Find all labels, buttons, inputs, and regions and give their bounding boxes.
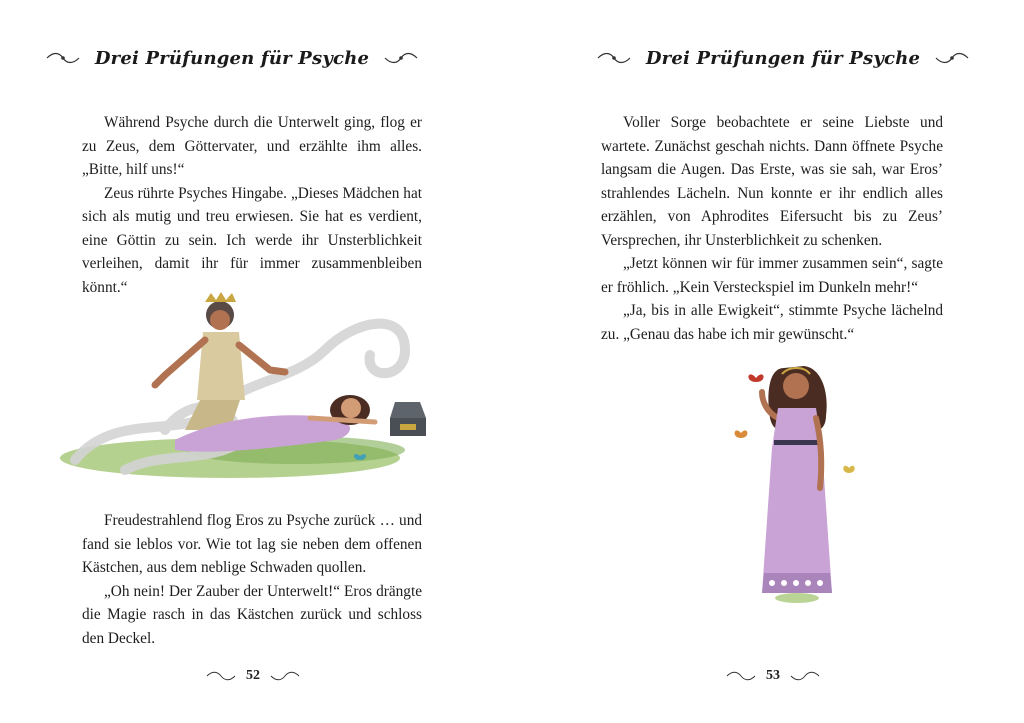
body-text [601, 111, 943, 346]
eros-psyche-illustration [55, 290, 435, 490]
paragraph: Freudestrahlend flog Eros zu Psyche zurück … und fand sie leblos vor. Wie tot lag sie neben dem offenen Kästchen, aus dem neblige Schwaden quollen. [82, 512, 422, 576]
paragraph: Voller Sorge beobachtete er seine Liebste und wartete. Zunächst geschah nichts. Dann öffnete Psyche langsam die Augen. Das Erste, was sie sah, war Eros’ strahlendes Lächeln. Nun konnte er ihr endlich alles erzählen, von Aphrodites Eifersucht bis zu Zeus’ Versprechen, ihr Unsterblichkeit zu schenken. [601, 114, 943, 249]
paragraph: Zeus rührte Psyches Hingabe. „Dieses Mädchen hat sich als mutig und treu erwiesen. Sie hat es verdient, eine Göttin zu sein. Ich werde ihr Unsterblichkeit verleihen, damit ihr für immer zusammenbleiben könnt.“ [82, 184, 422, 296]
butterfly-orange-icon [735, 430, 748, 438]
page-title: Drei Prüfungen für Psyche [94, 47, 370, 69]
page-footer [517, 668, 1024, 684]
butterfly-red-icon [748, 374, 763, 382]
footer-flourish-right-icon [790, 671, 820, 681]
paragraph: „Ja, bis in alle Ewigkeit“, stimmte Psyche lächelnd zu. „Genau das habe ich mir gewünscht.“ [601, 302, 943, 343]
footer-flourish-left-icon [726, 671, 756, 681]
body-text-bottom [82, 509, 422, 650]
psyche-standing-illustration [704, 348, 874, 610]
paragraph: „Jetzt können wir für immer zusammen sein“, sagte er fröhlich. „Kein Versteckspiel im Dunkeln mehr!“ [601, 255, 943, 296]
flourish-right-icon [383, 51, 419, 65]
right-page [512, 0, 1024, 723]
page-number: 52 [246, 668, 260, 683]
footer-flourish-right-icon [270, 671, 300, 681]
paragraph: Während Psyche durch die Unterwelt ging, flog er zu Zeus, dem Göttervater, und erzählte ihm alles. „Bitte, hilf uns!“ [82, 114, 422, 178]
page-title: Drei Prüfungen für Psyche [645, 47, 921, 69]
paragraph: „Oh nein! Der Zauber der Unterwelt!“ Eros drängte die Magie rasch in das Kästchen zurück und schloss den Deckel. [82, 582, 422, 647]
footer-flourish-left-icon [206, 671, 236, 681]
flourish-left-icon [45, 51, 81, 65]
page-number: 53 [766, 668, 780, 683]
flourish-right-icon [934, 51, 970, 65]
butterfly-yellow-icon [843, 466, 854, 473]
open-box [390, 402, 426, 436]
page-footer [0, 668, 509, 684]
page-header [0, 42, 488, 74]
eros-figure [155, 292, 285, 430]
page-header [527, 42, 1024, 74]
flourish-left-icon [596, 51, 632, 65]
body-text-top [82, 111, 422, 299]
